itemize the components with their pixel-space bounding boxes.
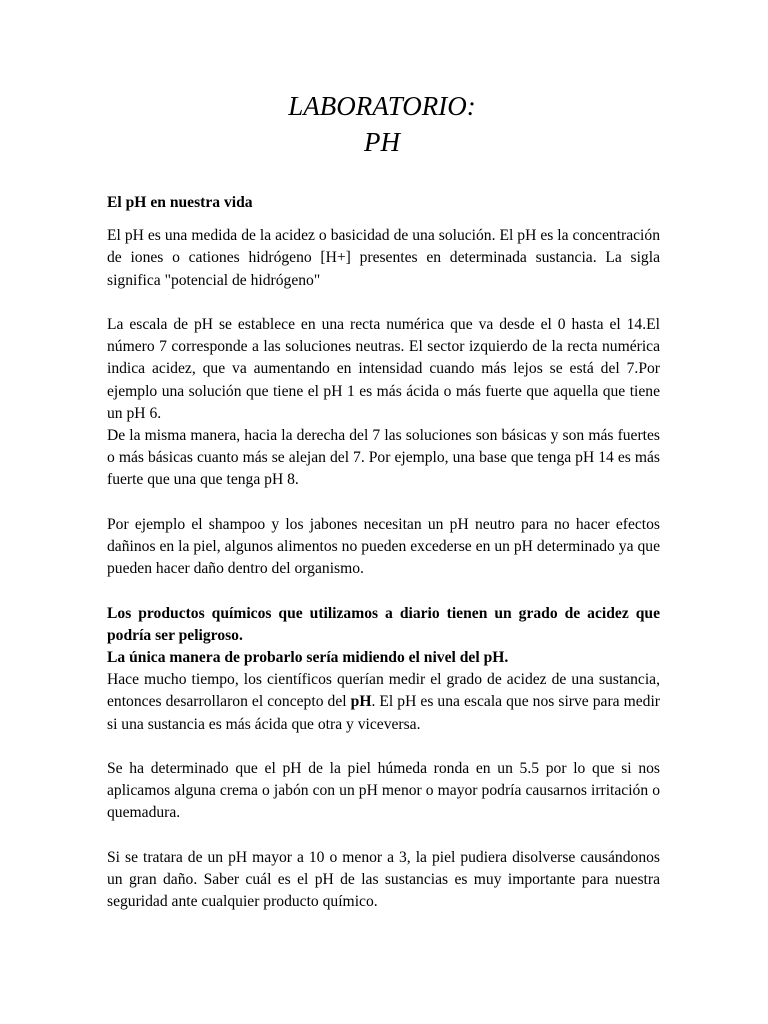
page-title (0, 88, 764, 160)
paragraph-spacer (107, 736, 660, 758)
paragraph-spacer (107, 580, 660, 602)
bold-statement-2: La única manera de probarlo sería midiendo el nivel del pH. (107, 649, 509, 667)
paragraph-6: Se ha determinado que el pH de la piel húmeda ronda en un 5.5 por lo que si nos aplicamos alguna crema o jabón con un pH menor o mayor podría causarnos irritación o quemadura. (107, 760, 660, 822)
paragraph-5-text-a: Hace mucho tiempo, los científicos querían medir el grado de acidez de una sustancia, entonces desarrollaron el concepto del (107, 671, 660, 711)
title-line-1: LABORATORIO: (288, 91, 476, 121)
paragraph-2: La escala de pH se establece en una recta numérica que va desde el 0 hasta el 14.El número 7 corresponde a las soluciones neutras. El sector izquierdo de la recta numérica indica acidez, que va aumentando en intensidad cuando más lejos se está del 7.Por ejemplo una solución que tiene el pH 1 es más ácida o más fuerte que aquella que tiene un pH 6. (107, 316, 660, 422)
document-body (107, 192, 660, 913)
paragraph-5-bold-ph: pH (350, 693, 372, 711)
section-heading: El pH en nuestra vida (107, 194, 253, 211)
paragraph-5 (107, 669, 660, 736)
paragraph-spacer (107, 492, 660, 514)
paragraph-1: El pH es una medida de la acidez o basicidad de una solución. El pH es la concentración de iones o cationes hidrógeno [H+] presentes en determinada sustancia. La sigla significa "potencial de hidrógeno" (107, 227, 660, 289)
bold-statement-1: Los productos químicos que utilizamos a diario tienen un grado de acidez que podría ser peligroso. (107, 604, 660, 644)
paragraph-7: Si se tratara de un pH mayor a 10 o menor a 3, la piel pudiera disolverse causándonos un gran daño. Saber cuál es el pH de las sustancias es muy importante para nuestra seguridad ante cualquier producto químico. (107, 848, 660, 911)
title-line-2: PH (364, 127, 400, 157)
paragraph-5-text-b: . El pH es una escala que nos sirve para medir si una sustancia es más ácida que otra y viceversa. (107, 693, 660, 733)
paragraph-4: Por ejemplo el shampoo y los jabones necesitan un pH neutro para no hacer efectos dañinos en la piel, algunos alimentos no pueden excederse en un pH determinado ya que pueden hacer daño dentro del organismo. (107, 515, 660, 578)
paragraph-spacer (107, 825, 660, 847)
paragraph-3: De la misma manera, hacia la derecha del 7 las soluciones son básicas y son más fuertes o más básicas cuanto más se alejan del 7. Por ejemplo, una base que tenga pH 14 es más fuerte que una que tenga pH 8. (107, 427, 660, 489)
paragraph-spacer (107, 292, 660, 314)
